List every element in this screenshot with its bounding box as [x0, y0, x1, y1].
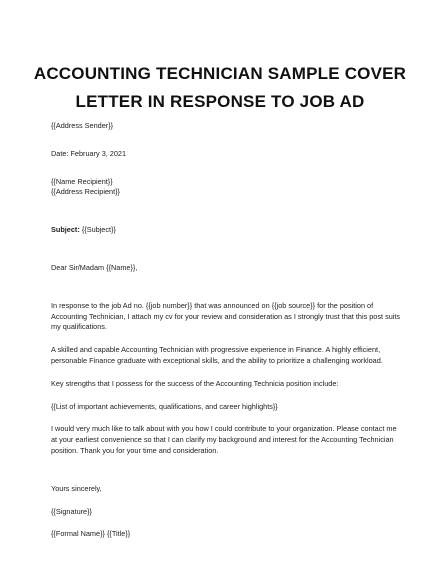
subject-line: [51, 225, 403, 236]
paragraph-5: I would very much like to talk about with you how I could contribute to your organization. Please contact me at your earliest convenience so that I can clarify my background and interest for the Accounting Technician position. Thank you for your time and consideration.: [51, 424, 397, 455]
closing: Yours sincerely,: [51, 483, 102, 493]
subject-label: Subject:: [51, 225, 80, 235]
signature: {{Signature}}: [51, 506, 92, 516]
paragraph-4: {{List of important achievements, qualifications, and career highlights}}: [51, 401, 278, 411]
letter-body: [51, 121, 403, 540]
document-title: [20, 60, 420, 116]
paragraph-2: A skilled and capable Accounting Technician with progressive experience in Finance. A highly efficient, personable Finance graduate with exceptional skills, and the ability to prioritize a challenging workload.: [51, 345, 383, 365]
paragraph-1: In response to the job Ad no. {{job number}} that was announced on {{job source}} for the position of Accounting Technician, I attach my cv for your review and consideration as I strongly trust that this post suits my qualifications.: [51, 300, 401, 332]
address-recipient: {{Address Recipient}}: [51, 187, 120, 197]
salutation: Dear Sir/Madam {{Name}},: [51, 262, 138, 272]
title-line-1: ACCOUNTING TECHNICIAN SAMPLE COVER: [33, 64, 407, 83]
formal-name: {{Formal Name}} {{Title}}: [51, 529, 131, 539]
paragraph-3: Key strengths that I possess for the success of the Accounting Technicia position include:: [51, 378, 339, 388]
subject-value: {{Subject}}: [79, 225, 116, 235]
title-line-2: LETTER IN RESPONSE TO JOB AD: [75, 92, 365, 111]
letter-date: Date: February 3, 2021: [51, 148, 127, 158]
name-recipient: {{Name Recipient}}: [51, 176, 113, 186]
address-sender: {{Address Sender}}: [51, 121, 114, 130]
